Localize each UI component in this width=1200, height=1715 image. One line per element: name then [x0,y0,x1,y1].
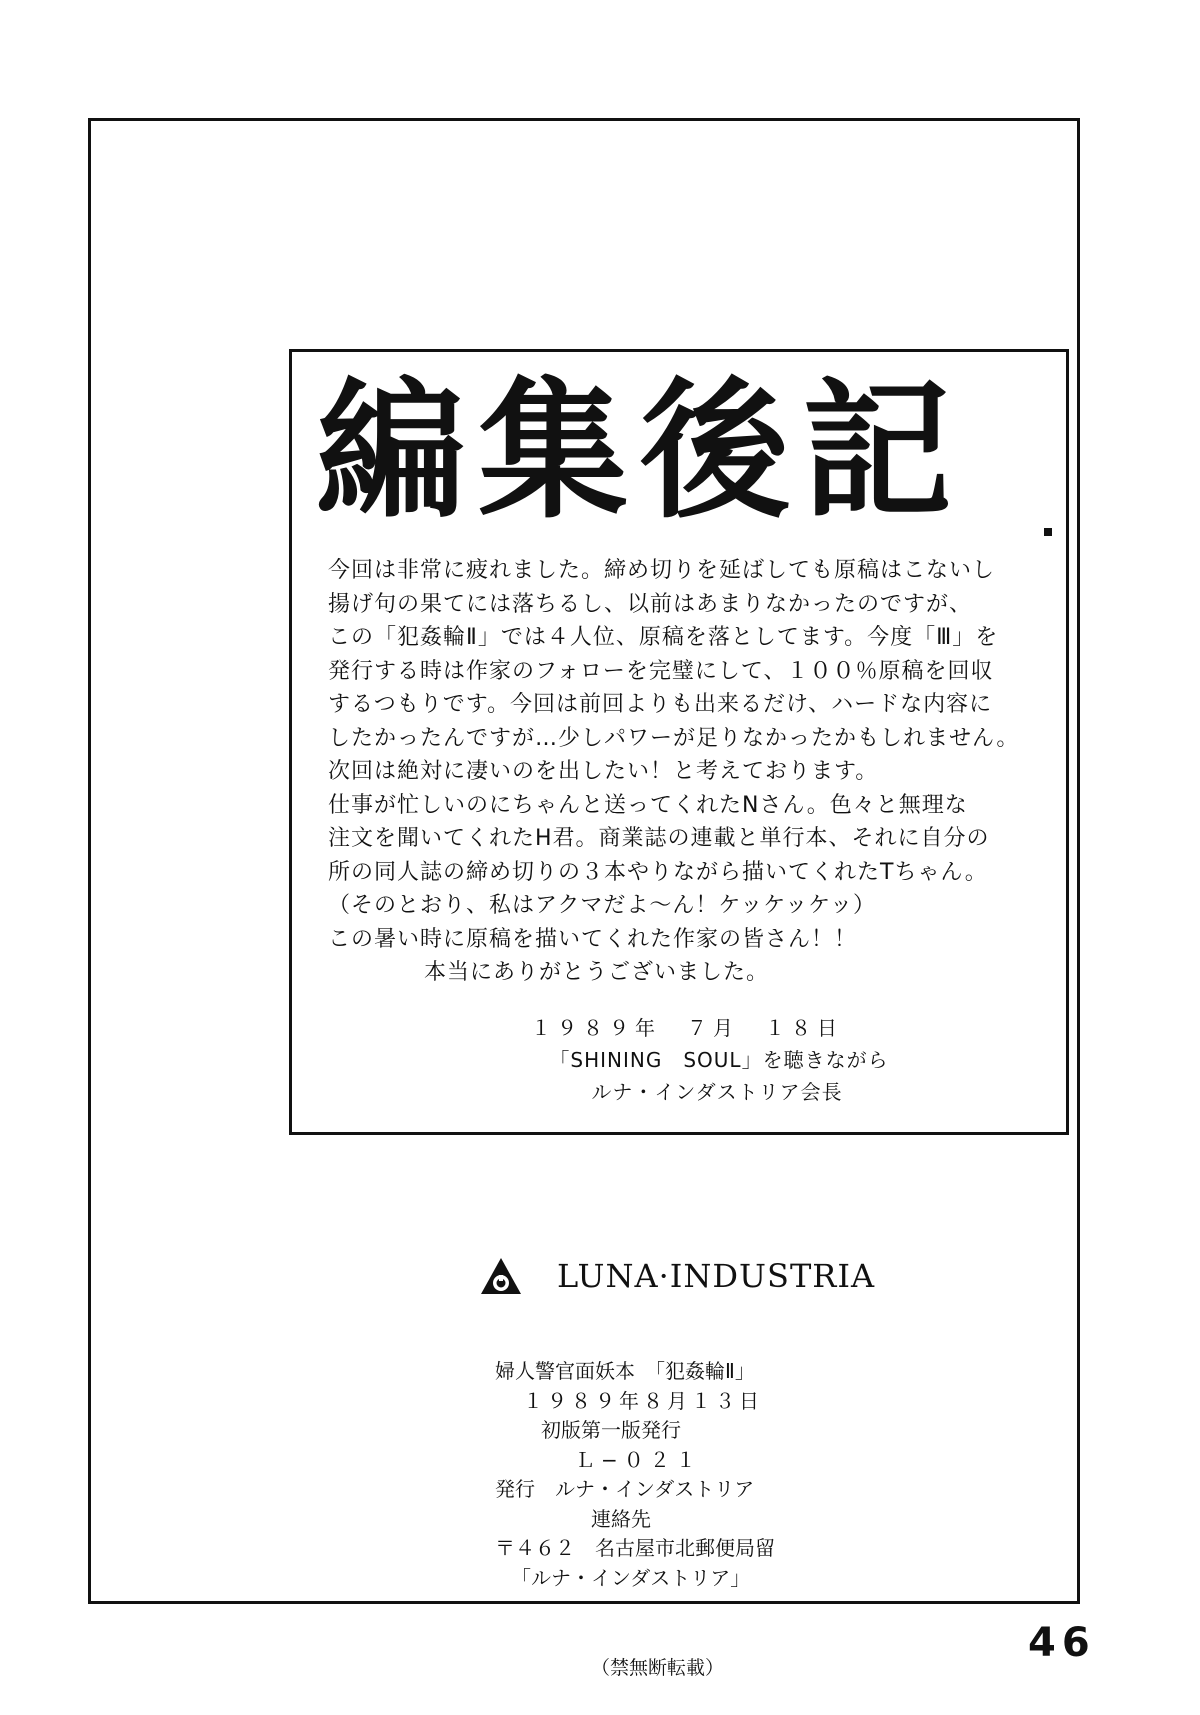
colophon-address: 〒４６２ 名古屋市北郵便局留 [495,1536,775,1560]
afterword-title: 編集後記 [316,366,965,536]
signature-date: １９８９年 ７月 １８日 [531,1016,843,1040]
afterword-body [328,554,1048,990]
colophon-addressee: 「ルナ・インダストリア」 [511,1565,751,1590]
page-number: 46 [1028,1620,1096,1666]
afterword-signature [292,1012,1072,1108]
colophon [495,1357,895,1593]
reprint-notice: （禁無断転載） [591,1657,725,1679]
colophon-title: 婦人警官面妖本 「犯姦輪Ⅱ」 [495,1359,755,1383]
body-line: この暑い時に原稿を描いてくれた作家の皆さん！！ [328,926,858,952]
body-line: 今回は非常に疲れました。締め切りを延ばしても原稿はこないし [328,558,996,583]
triangle-circle-logo-icon [479,1256,523,1296]
body-line: （そのとおり、私はアクマだよ〜ん！ケッケッケッ） [328,893,877,918]
publisher-logo [479,1251,875,1301]
title-dot [1044,528,1052,536]
body-line: したかったんですが…少しパワーが足りなかったかもしれません。 [328,725,1020,751]
publisher-name: LUNA·INDUSTRIA [557,1257,876,1295]
body-line: 仕事が忙しいのにちゃんと送ってくれたNさん。色々と無理な [328,792,968,818]
colophon-edition: 初版第一版発行 [541,1418,681,1442]
signature-listening: 「SHINING SOUL」を聴きながら [549,1048,889,1072]
body-line: 本当にありがとうございました。 [424,960,770,985]
colophon-issuer: 発行 ルナ・インダストリア [495,1477,755,1501]
body-line: 所の同人誌の締め切りの３本やりながら描いてくれたTちゃん。 [328,859,988,885]
body-line: この「犯姦輪Ⅱ」では４人位、原稿を落としてます。今度「Ⅲ」を [328,625,999,650]
afterword-box [289,349,1069,1135]
body-line: 揚げ句の果てには落ちるし、以前はあまりなかったのですが、 [328,591,973,617]
body-line: するつもりです。今回は前回よりも出来るだけ、ハードな内容に [328,692,993,717]
colophon-date: １９８９年８月１３日 [523,1388,763,1413]
body-line: 発行する時は作家のフォローを完璧にして、１００％原稿を回収 [328,658,994,684]
colophon-code: Ｌ−０２１ [575,1447,702,1472]
body-line: 次回は絶対に凄いのを出したい！と考えております。 [328,759,879,784]
body-line: 注文を聞いてくれたH君。商業誌の連載と単行本、それに自分の [328,826,990,851]
page-frame [88,118,1080,1679]
signature-author: ルナ・インダストリア会長 [591,1080,843,1104]
colophon-contact-label: 連絡先 [591,1506,651,1531]
